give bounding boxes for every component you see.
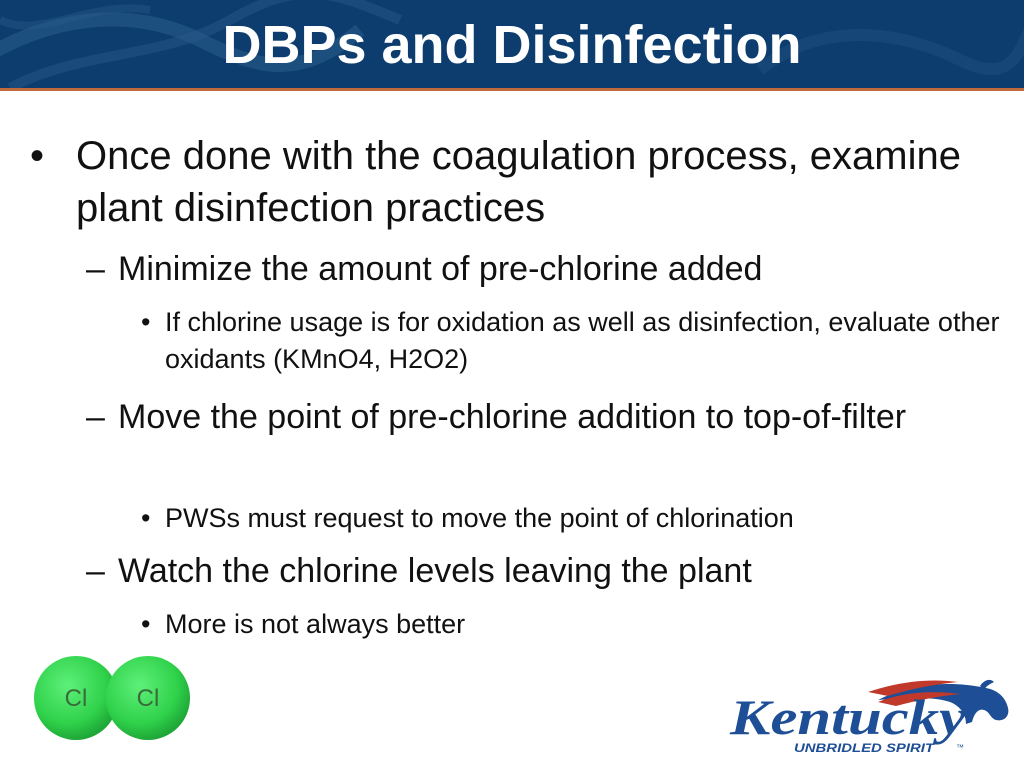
bullet-marker: • xyxy=(141,307,151,337)
bullet-marker: • xyxy=(30,134,45,178)
bullet-item-level-2 xyxy=(86,246,988,292)
bullet-text: Once done with the coagulation process, examine plant disinfection practices xyxy=(76,134,961,230)
bullet-item-level-3 xyxy=(141,304,1005,378)
logo-wordmark: Kentucky xyxy=(728,689,967,745)
bullet-marker: – xyxy=(86,398,105,436)
kentucky-logo xyxy=(728,678,1018,758)
bullet-text: PWSs must request to move the point of chlorination xyxy=(165,503,794,533)
bullet-marker: • xyxy=(141,503,151,533)
bullet-text: If chlorine usage is for oxidation as well as disinfection, evaluate other oxidants (KMnO4, H2O2) xyxy=(165,307,1000,374)
bullet-item-level-2 xyxy=(86,548,988,594)
title-underline xyxy=(0,88,1024,91)
bullet-text: More is not always better xyxy=(165,609,466,639)
title-banner xyxy=(0,0,1024,88)
logo-tagline: UNBRIDLED SPIRIT xyxy=(794,741,937,755)
slide-title: DBPs and Disinfection xyxy=(222,15,802,75)
bullet-item-level-3 xyxy=(141,500,1005,537)
chlorine-molecule-icon xyxy=(30,650,190,746)
bullet-text: Minimize the amount of pre-chlorine added xyxy=(118,250,763,288)
bullet-item-level-3 xyxy=(141,606,1005,643)
bullet-marker: – xyxy=(86,250,105,288)
bullet-item-level-1 xyxy=(30,130,976,234)
logo-trademark: ™ xyxy=(956,743,964,752)
bullet-text: Watch the chlorine levels leaving the plant xyxy=(118,552,752,590)
atom-label-right: Cl xyxy=(136,685,160,712)
bullet-marker: • xyxy=(141,609,151,639)
atom-label-left: Cl xyxy=(64,685,88,712)
bullet-marker: – xyxy=(86,552,105,590)
bullet-item-level-2 xyxy=(86,394,988,440)
bullet-text: Move the point of pre-chlorine addition to top-of-filter xyxy=(118,398,907,436)
